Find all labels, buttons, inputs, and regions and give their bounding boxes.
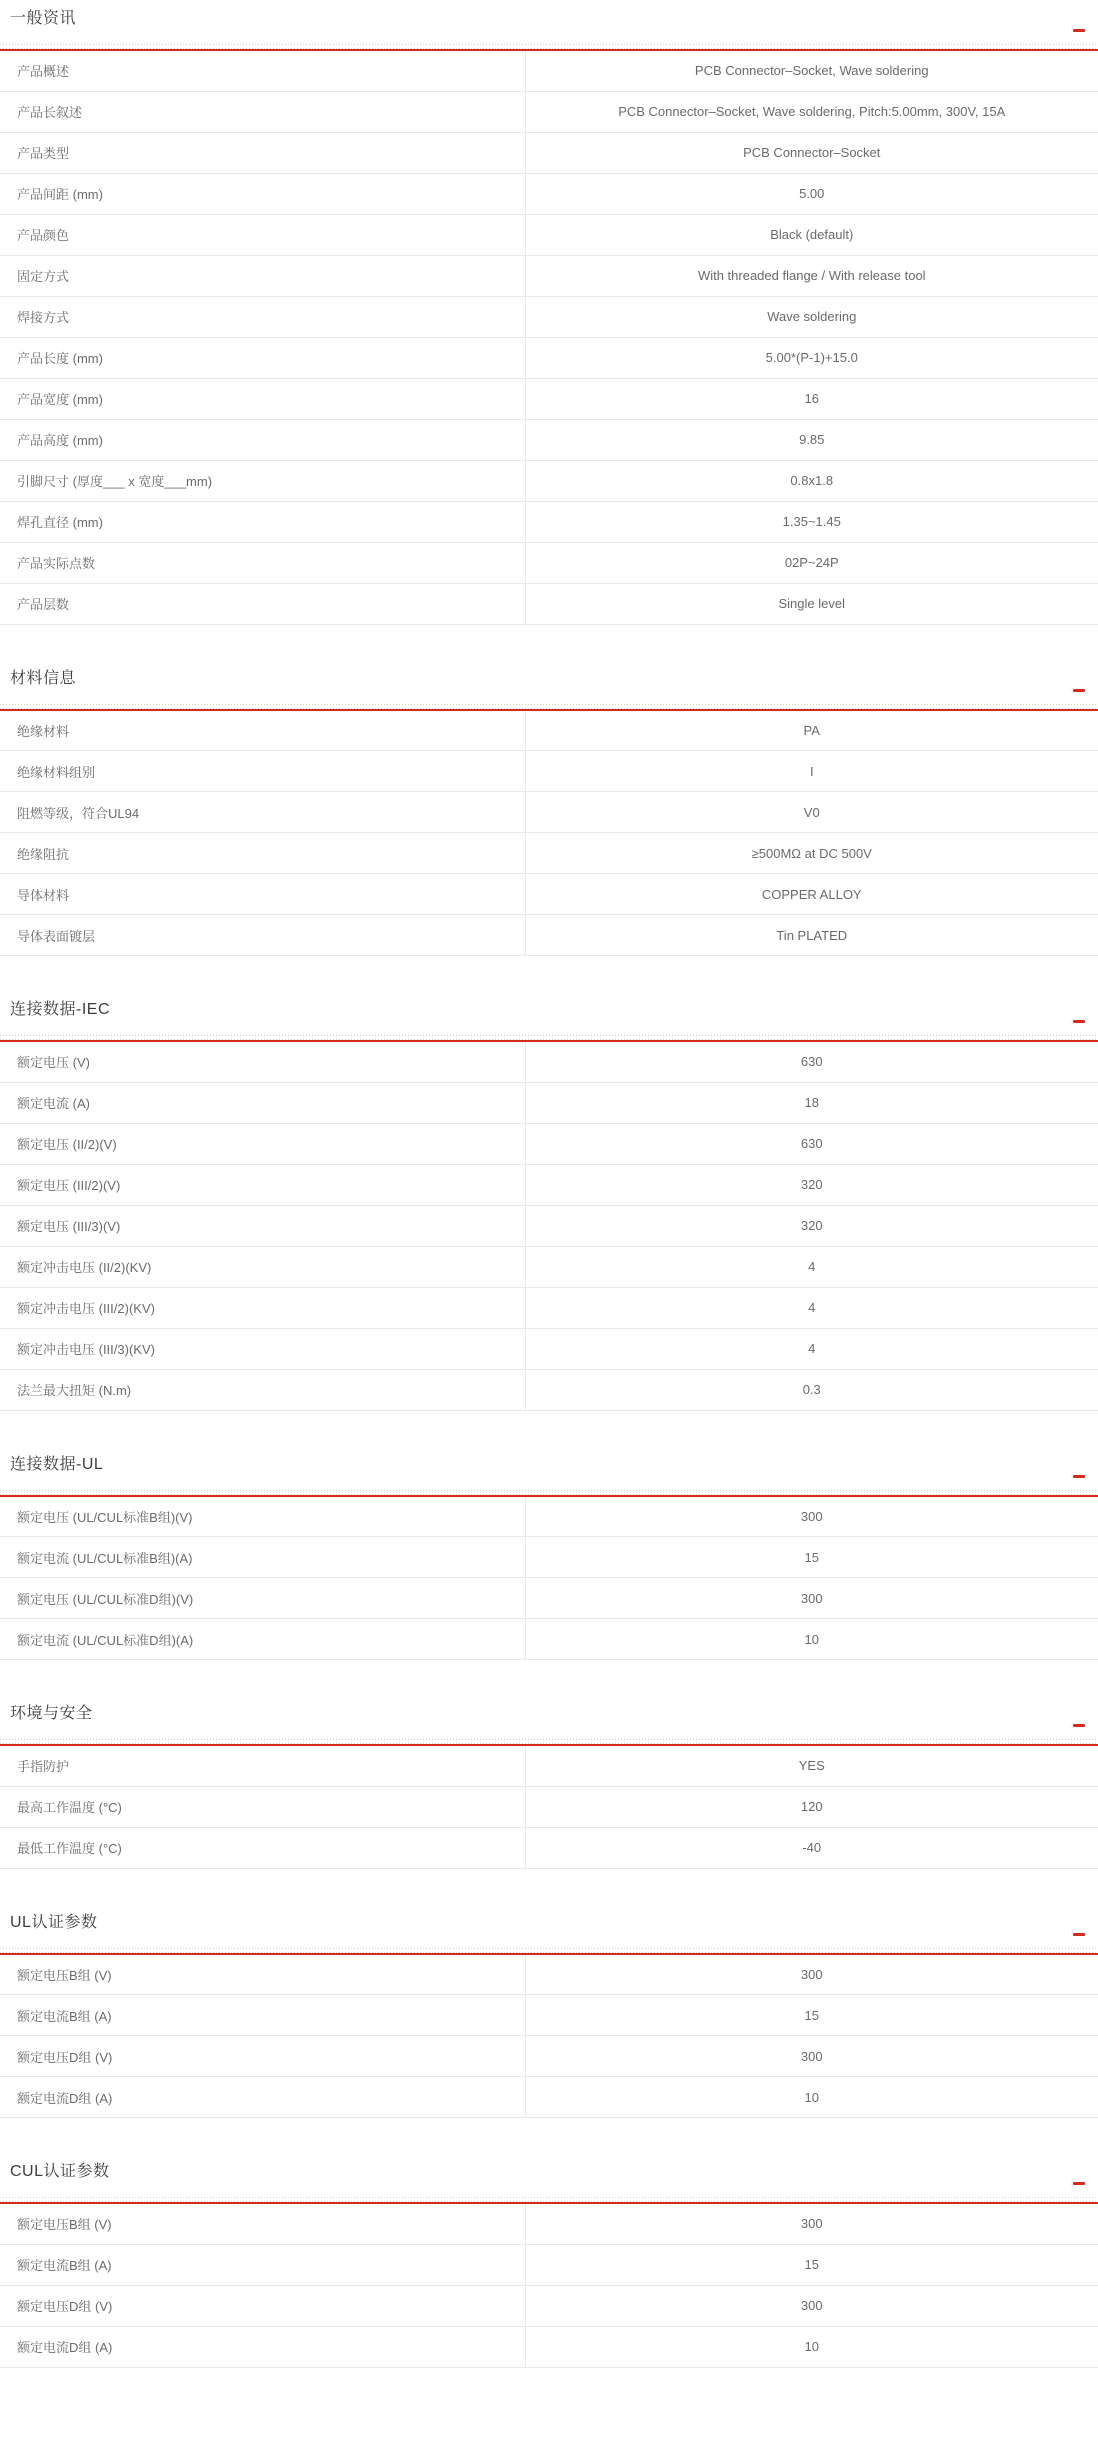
row-value: Tin PLATED [525,915,1098,956]
table-row [0,2036,1098,2077]
table-row [0,1995,1098,2036]
spec-table [0,1495,1098,1661]
table-row [0,501,1098,542]
spec-section [0,2153,1098,2368]
spec-table-body [0,50,1098,624]
spec-table [0,1040,1098,1411]
table-row [0,1537,1098,1578]
row-label: 额定电流D组 (A) [0,2077,525,2118]
row-value: 5.00*(P-1)+15.0 [525,337,1098,378]
spec-table-body [0,1041,1098,1410]
row-value: 630 [525,1041,1098,1082]
row-value: 300 [525,2285,1098,2326]
row-label: 额定电压D组 (V) [0,2036,525,2077]
collapse-minus-icon[interactable] [1073,29,1085,32]
table-row [0,833,1098,874]
table-row [0,214,1098,255]
spec-table-body [0,1954,1098,2118]
spec-section [0,991,1098,1411]
row-value: 4 [525,1328,1098,1369]
row-label: 额定电压 (UL/CUL标准D组)(V) [0,1578,525,1619]
row-label: 额定电压 (UL/CUL标准B组)(V) [0,1496,525,1537]
row-label: 导体材料 [0,874,525,915]
row-value: Black (default) [525,214,1098,255]
row-label: 产品宽度 (mm) [0,378,525,419]
row-label: 额定电流B组 (A) [0,1995,525,2036]
section-header [0,991,1098,1035]
table-row [0,91,1098,132]
table-row [0,1287,1098,1328]
row-value: 9.85 [525,419,1098,460]
row-value: 300 [525,1496,1098,1537]
row-label: 额定电流 (A) [0,1082,525,1123]
table-row [0,1578,1098,1619]
section-header [0,1904,1098,1948]
row-value: 4 [525,1287,1098,1328]
row-value: 300 [525,1954,1098,1995]
section-header [0,1695,1098,1739]
section-title: 环境与安全 [10,1705,93,1722]
row-label: 最低工作温度 (°C) [0,1827,525,1868]
table-row [0,337,1098,378]
table-row [0,1123,1098,1164]
spec-section [0,0,1098,625]
row-value: 0.3 [525,1369,1098,1410]
table-row [0,1745,1098,1786]
row-value: PA [525,710,1098,751]
spec-section [0,1695,1098,1869]
section-title: 材料信息 [10,669,77,687]
row-value: PCB Connector–Socket, Wave soldering, Pitch:5.00mm, 300V, 15A [525,91,1098,132]
row-value: 0.8x1.8 [525,460,1098,501]
section-header [0,1446,1098,1490]
row-label: 焊孔直径 (mm) [0,501,525,542]
table-row [0,1786,1098,1827]
row-label: 额定电压 (III/3)(V) [0,1205,525,1246]
table-row [0,1082,1098,1123]
row-label: 产品颜色 [0,214,525,255]
table-row [0,710,1098,751]
row-label: 额定电流D组 (A) [0,2326,525,2367]
row-value: 15 [525,1537,1098,1578]
row-value: 15 [525,2244,1098,2285]
row-value: 1.35~1.45 [525,501,1098,542]
row-label: 法兰最大扭矩 (N.m) [0,1369,525,1410]
table-row [0,792,1098,833]
table-row [0,2077,1098,2118]
section-title: CUL认证参数 [10,2163,110,2180]
spec-table [0,1744,1098,1869]
row-label: 产品类型 [0,132,525,173]
row-value: 630 [525,1123,1098,1164]
table-row [0,542,1098,583]
row-value: 320 [525,1164,1098,1205]
row-label: 额定电压 (III/2)(V) [0,1164,525,1205]
row-label: 绝缘阻抗 [0,833,525,874]
section-title: UL认证参数 [10,1913,98,1931]
row-value: 10 [525,2326,1098,2367]
table-row [0,296,1098,337]
row-label: 额定电流B组 (A) [0,2244,525,2285]
row-value: 15 [525,1995,1098,2036]
table-row [0,1619,1098,1660]
spec-section [0,660,1098,957]
table-row [0,2203,1098,2244]
row-label: 绝缘材料 [0,710,525,751]
row-label: 焊接方式 [0,296,525,337]
table-row [0,751,1098,792]
table-row [0,1496,1098,1537]
collapse-minus-icon[interactable] [1073,1020,1085,1023]
spec-table [0,2202,1098,2368]
row-label: 额定电流 (UL/CUL标准D组)(A) [0,1619,525,1660]
row-value: 120 [525,1786,1098,1827]
table-row [0,460,1098,501]
collapse-minus-icon[interactable] [1073,1724,1085,1727]
collapse-minus-icon[interactable] [1073,1475,1085,1478]
spec-section [0,1446,1098,1661]
row-label: 额定电压D组 (V) [0,2285,525,2326]
spec-table-body [0,1745,1098,1868]
table-row [0,2285,1098,2326]
row-label: 额定电流 (UL/CUL标准B组)(A) [0,1537,525,1578]
row-value: With threaded flange / With release tool [525,255,1098,296]
table-row [0,1954,1098,1995]
row-label: 额定冲击电压 (III/3)(KV) [0,1328,525,1369]
table-row [0,2244,1098,2285]
row-value: COPPER ALLOY [525,874,1098,915]
row-label: 额定冲击电压 (II/2)(KV) [0,1246,525,1287]
section-header [0,0,1098,44]
row-value: 300 [525,2203,1098,2244]
row-label: 额定电压 (V) [0,1041,525,1082]
row-label: 绝缘材料组别 [0,751,525,792]
section-header [0,660,1098,704]
table-row [0,1369,1098,1410]
spec-section [0,1904,1098,2119]
collapse-minus-icon[interactable] [1073,1933,1085,1936]
spec-table [0,709,1098,957]
table-row [0,1246,1098,1287]
spec-table [0,49,1098,625]
collapse-minus-icon[interactable] [1073,689,1085,692]
row-value: PCB Connector–Socket [525,132,1098,173]
row-label: 固定方式 [0,255,525,296]
row-value: 320 [525,1205,1098,1246]
row-value: 4 [525,1246,1098,1287]
collapse-minus-icon[interactable] [1073,2182,1085,2185]
row-label: 额定冲击电压 (III/2)(KV) [0,1287,525,1328]
row-label: 产品层数 [0,583,525,624]
spec-table [0,1953,1098,2119]
row-value: 16 [525,378,1098,419]
row-value: 02P~24P [525,542,1098,583]
table-row [0,173,1098,214]
row-value: Single level [525,583,1098,624]
row-value: Wave soldering [525,296,1098,337]
section-title: 一般资讯 [10,10,77,27]
row-label: 最高工作温度 (°C) [0,1786,525,1827]
spec-table-body [0,2203,1098,2367]
table-row [0,1164,1098,1205]
row-label: 产品概述 [0,50,525,91]
row-value: 300 [525,2036,1098,2077]
row-label: 引脚尺寸 (厚度___ x 宽度___mm) [0,460,525,501]
table-row [0,1041,1098,1082]
table-row [0,419,1098,460]
row-label: 产品实际点数 [0,542,525,583]
table-row [0,132,1098,173]
row-label: 阻燃等级，符合UL94 [0,792,525,833]
section-title: 连接数据-IEC [10,1001,111,1018]
row-value: YES [525,1745,1098,1786]
table-row [0,1328,1098,1369]
row-value: I [525,751,1098,792]
row-value: 5.00 [525,173,1098,214]
row-value: ≥500MΩ at DC 500V [525,833,1098,874]
row-value: -40 [525,1827,1098,1868]
section-header [0,2153,1098,2197]
row-value: 10 [525,2077,1098,2118]
table-row [0,915,1098,956]
row-value: V0 [525,792,1098,833]
table-row [0,874,1098,915]
table-row [0,378,1098,419]
table-row [0,2326,1098,2367]
table-row [0,1205,1098,1246]
spec-table-body [0,1496,1098,1660]
spec-table-body [0,710,1098,956]
row-label: 导体表面镀层 [0,915,525,956]
row-value: 10 [525,1619,1098,1660]
row-label: 产品长叙述 [0,91,525,132]
row-label: 额定电压B组 (V) [0,2203,525,2244]
row-label: 产品间距 (mm) [0,173,525,214]
row-label: 额定电压 (II/2)(V) [0,1123,525,1164]
row-label: 产品高度 (mm) [0,419,525,460]
table-row [0,50,1098,91]
row-label: 额定电压B组 (V) [0,1954,525,1995]
table-row [0,583,1098,624]
row-label: 产品长度 (mm) [0,337,525,378]
row-value: 18 [525,1082,1098,1123]
row-label: 手指防护 [0,1745,525,1786]
table-row [0,255,1098,296]
table-row [0,1827,1098,1868]
row-value: 300 [525,1578,1098,1619]
row-value: PCB Connector–Socket, Wave soldering [525,50,1098,91]
section-title: 连接数据-UL [10,1455,104,1473]
